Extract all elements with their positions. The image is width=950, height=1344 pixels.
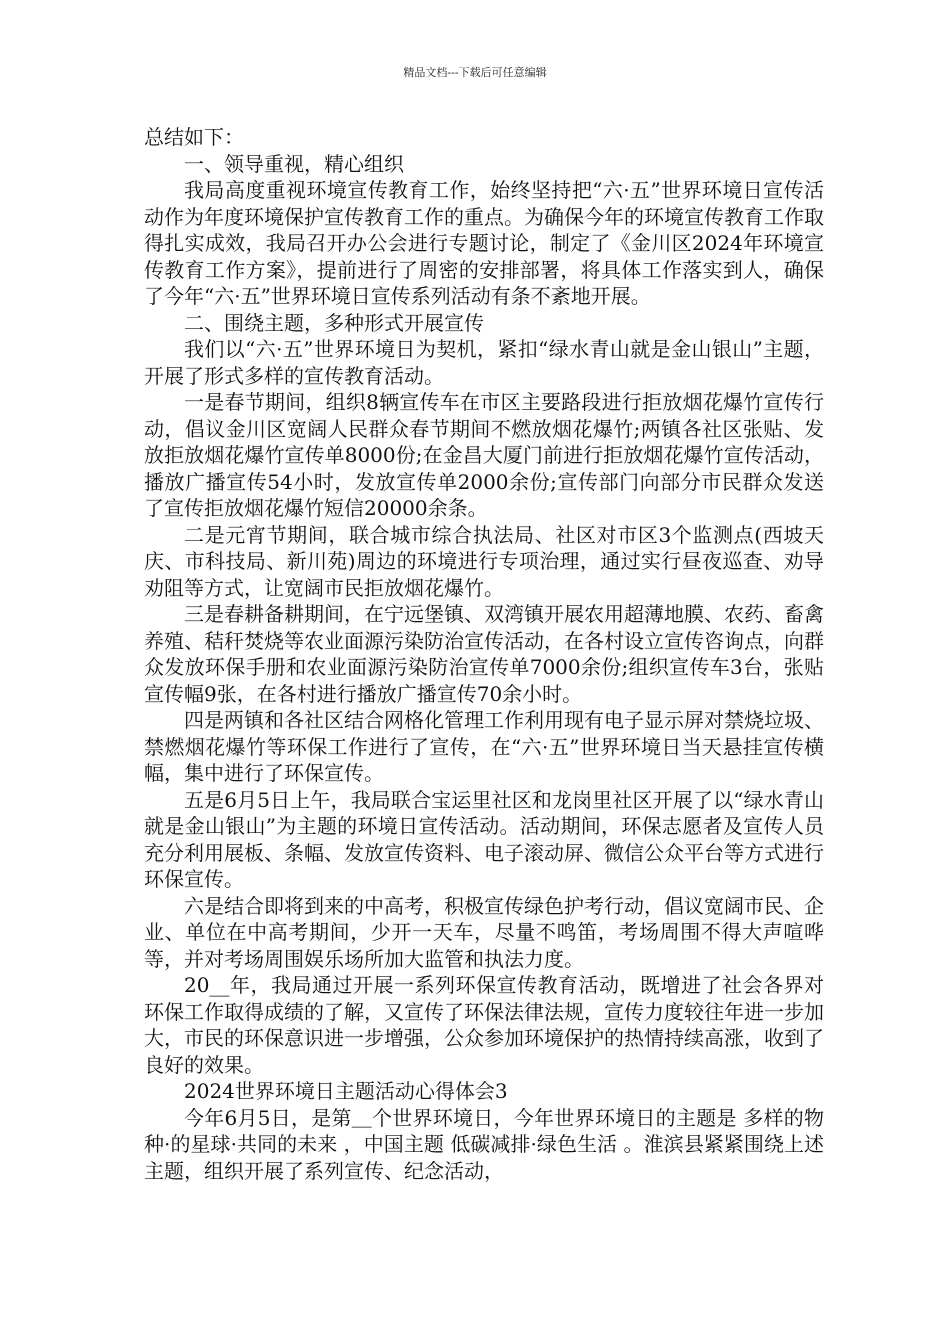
section-heading-2: 二、围绕主题，多种形式开展宣传 xyxy=(184,310,484,335)
paragraph-intro: 总结如下： xyxy=(144,125,244,149)
section-heading-1: 一、领导重视，精心组织 xyxy=(184,151,404,176)
paragraph: 六是结合即将到来的中高考，积极宣传绿色护考行动，倡议宽阔市民、企业、单位在中高考期间，少开一天车，尽量不鸣笛，考场周围不得大声喧哗等，并对考场周围娱乐场所加大监管和执法力度。 xyxy=(144,893,824,971)
paragraph: 20__年，我局通过开展一系列环保宣传教育活动，既增进了社会各界对环保工作取得成绩的了解，又宣传了环保法律法规，宣传力度较往年进一步加大，市民的环保意识进一步增强，公众参加环境保护的热情持续高涨，收到了良好的效果。 xyxy=(144,973,824,1077)
paragraph: 三是春耕备耕期间，在宁远堡镇、双湾镇开展农用超薄地膜、农药、畜禽养殖、秸秆焚烧等农业面源污染防治宣传活动，在各村设立宣传咨询点，向群众发放环保手册和农业面源污染防治宣传单7000余份;组织宣传车3台，张贴宣传幅9张，在各村进行播放广播宣传70余小时。 xyxy=(144,602,824,706)
paragraph: 二是元宵节期间，联合城市综合执法局、社区对市区3个监测点(西坡天庆、市科技局、新川苑)周边的环境进行专项治理，通过实行昼夜巡查、劝导劝阻等方式，让宽阔市民拒放烟花爆竹。 xyxy=(144,522,824,600)
paragraph: 四是两镇和各社区结合网格化管理工作利用现有电子显示屏对禁烧垃圾、禁燃烟花爆竹等环保工作进行了宣传，在“六·五”世界环境日当天悬挂宣传横幅，集中进行了环保宣传。 xyxy=(144,708,824,785)
subheading-title: 2024世界环境日主题活动心得体会3 xyxy=(184,1079,508,1103)
paragraph: 我们以“六·五”世界环境日为契机，紧扣“绿水青山就是金山银山”主题，开展了形式多样的宣传教育活动。 xyxy=(144,337,824,388)
paragraph: 我局高度重视环境宣传教育工作，始终坚持把“六·五”世界环境日宣传活动作为年度环境保护宣传教育工作的重点。为确保今年的环境宣传教育工作取得扎实成效，我局召开办公会进行专题讨论，制定了《金川区2024年环境宣传教育工作方案》，提前进行了周密的安排部署，将具体工作落实到人，确保了今年“六·五”世界环境日宣传系列活动有条不紊地开展。 xyxy=(144,178,824,308)
paragraph: 今年6月5日，是第＿个世界环境日，今年世界环境日的主题是 多样的物种·的星球·共同的未来 ，中国主题 低碳减排·绿色生活 。淮滨县紧紧围绕上述主题，组织开展了系列宣传、纪念活动， xyxy=(144,1105,824,1183)
paragraph: 五是6月5日上午，我局联合宝运里社区和龙岗里社区开展了以“绿水青山就是金山银山”为主题的环境日宣传活动。活动期间，环保志愿者及宣传人员充分利用展板、条幅、发放宣传资料、电子滚动屏、微信公众平台等方式进行环保宣传。 xyxy=(144,787,824,891)
paragraph: 一是春节期间，组织8辆宣传车在市区主要路段进行拒放烟花爆竹宣传行动，倡议金川区宽阔人民群众春节期间不燃放烟花爆竹;两镇各社区张贴、发放拒放烟花爆竹宣传单8000份;在金昌大厦门前进行拒放烟花爆竹宣传活动，播放广播宣传54小时，发放宣传单2000余份;宣传部门向部分市民群众发送了宣传拒放烟花爆竹短信20000余条。 xyxy=(144,390,824,520)
document-body xyxy=(144,124,824,1184)
page-header: 精品文档---下载后可任意编辑 xyxy=(403,66,547,79)
